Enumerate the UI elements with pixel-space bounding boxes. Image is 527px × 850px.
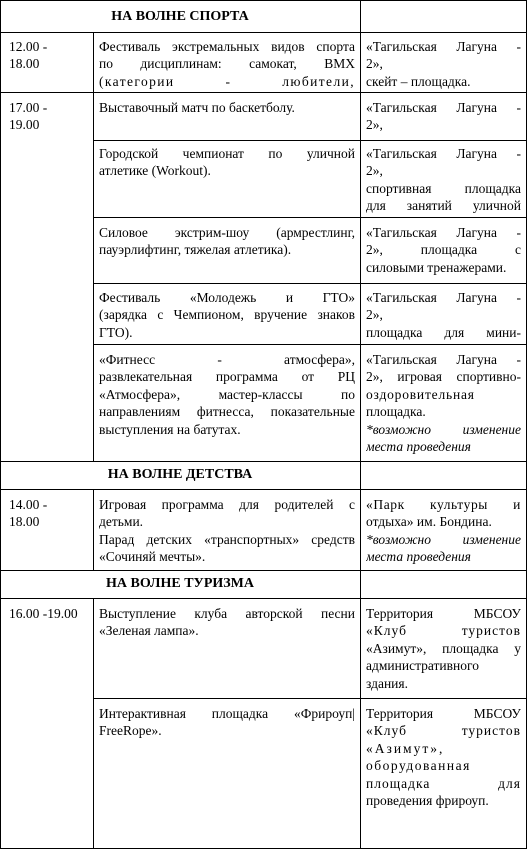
place-cell: Территория МБСОУ «Клуб туристов «Азимут», оборудованная площадка для проведения фрироуп. bbox=[366, 706, 521, 809]
place-cell: «Парк культуры и отдыха» им. Бондина. *возможно изменение места проведения bbox=[366, 497, 521, 565]
rule bbox=[93, 344, 527, 345]
rule bbox=[360, 0, 361, 849]
place-cell: «Тагильская Лагуна - 2», площадка с силовыми тренажерами. bbox=[366, 225, 521, 275]
rule bbox=[0, 0, 1, 849]
event-cell: Фестиваль экстремальных видов спорта по дисциплинам: самокат, BMX (категории - любители, bbox=[99, 39, 355, 89]
rule bbox=[0, 570, 527, 571]
place-note: места проведения bbox=[366, 439, 471, 455]
rule bbox=[0, 0, 527, 1]
rule bbox=[93, 32, 94, 461]
rule bbox=[93, 598, 94, 848]
place-cell: «Тагильская Лагуна - 2», игровая спортивно- оздоровительная площадка. *возможно изменение места проведения bbox=[366, 352, 521, 455]
place-cell: Территория МБСОУ «Клуб туристов «Азимут», площадка у административного здания. bbox=[366, 606, 521, 691]
event-cell: Выставочный матч по баскетболу. bbox=[99, 100, 295, 115]
rule bbox=[0, 92, 527, 93]
rule bbox=[93, 217, 527, 218]
rule bbox=[93, 698, 527, 699]
event-cell: Городской чемпионат по уличной атлетике (Workout). bbox=[99, 146, 355, 179]
time-cell: 16.00 -19.00 bbox=[9, 606, 78, 621]
event-cell: «Фитнесс - атмосфера», развлекательная программа от РЦ «Атмосфера», мастер-классы по направлениям фитнесса, показательные выступления на батутах. bbox=[99, 352, 355, 437]
rule bbox=[0, 32, 527, 33]
time-cell: 12.00 - 18.00 bbox=[9, 39, 48, 72]
event-cell: Выступление клуба авторской песни «Зеленая лампа». bbox=[99, 606, 355, 639]
rule bbox=[93, 140, 527, 141]
place-note: места проведения bbox=[366, 549, 471, 565]
place-cell: «Тагильская Лагуна - 2», площадка для мини- bbox=[366, 290, 521, 340]
place-cell: «Тагильская Лагуна - 2», bbox=[366, 100, 521, 133]
place-note: *возможно изменение bbox=[366, 531, 521, 547]
event-cell: Фестиваль «Молодежь и ГТО» (зарядка с Чемпионом, вручение знаков ГТО). bbox=[99, 290, 355, 340]
rule bbox=[0, 848, 527, 849]
place-note: *возможно изменение bbox=[366, 421, 521, 437]
section-title-tourism: НА ВОЛНЕ ТУРИЗМА bbox=[106, 576, 254, 591]
rule bbox=[93, 283, 527, 284]
event-cell: Игровая программа для родителей с детьми. Парад детских «транспортных» средств «Сочиняй мечты». bbox=[99, 497, 355, 565]
section-title-sport: НА ВОЛНЕ СПОРТА bbox=[111, 9, 249, 24]
place-cell: «Тагильская Лагуна - 2», спортивная площадка для занятий уличной bbox=[366, 146, 521, 214]
time-cell: 17.00 - 19.00 bbox=[9, 100, 48, 133]
event-cell: Силовое экстрим-шоу (армрестлинг, пауэрлифтинг, тяжелая атлетика). bbox=[99, 225, 355, 258]
rule bbox=[93, 489, 94, 570]
rule bbox=[0, 489, 527, 490]
rule bbox=[0, 598, 527, 599]
rule bbox=[0, 461, 527, 462]
section-title-childhood: НА ВОЛНЕ ДЕТСТВА bbox=[107, 467, 253, 482]
place-cell: «Тагильская Лагуна - 2», скейт – площадка. bbox=[366, 39, 521, 89]
event-cell: Интерактивная площадка «Фрироуп| FreeRope». bbox=[99, 706, 355, 739]
time-cell: 14.00 - 18.00 bbox=[9, 497, 48, 530]
